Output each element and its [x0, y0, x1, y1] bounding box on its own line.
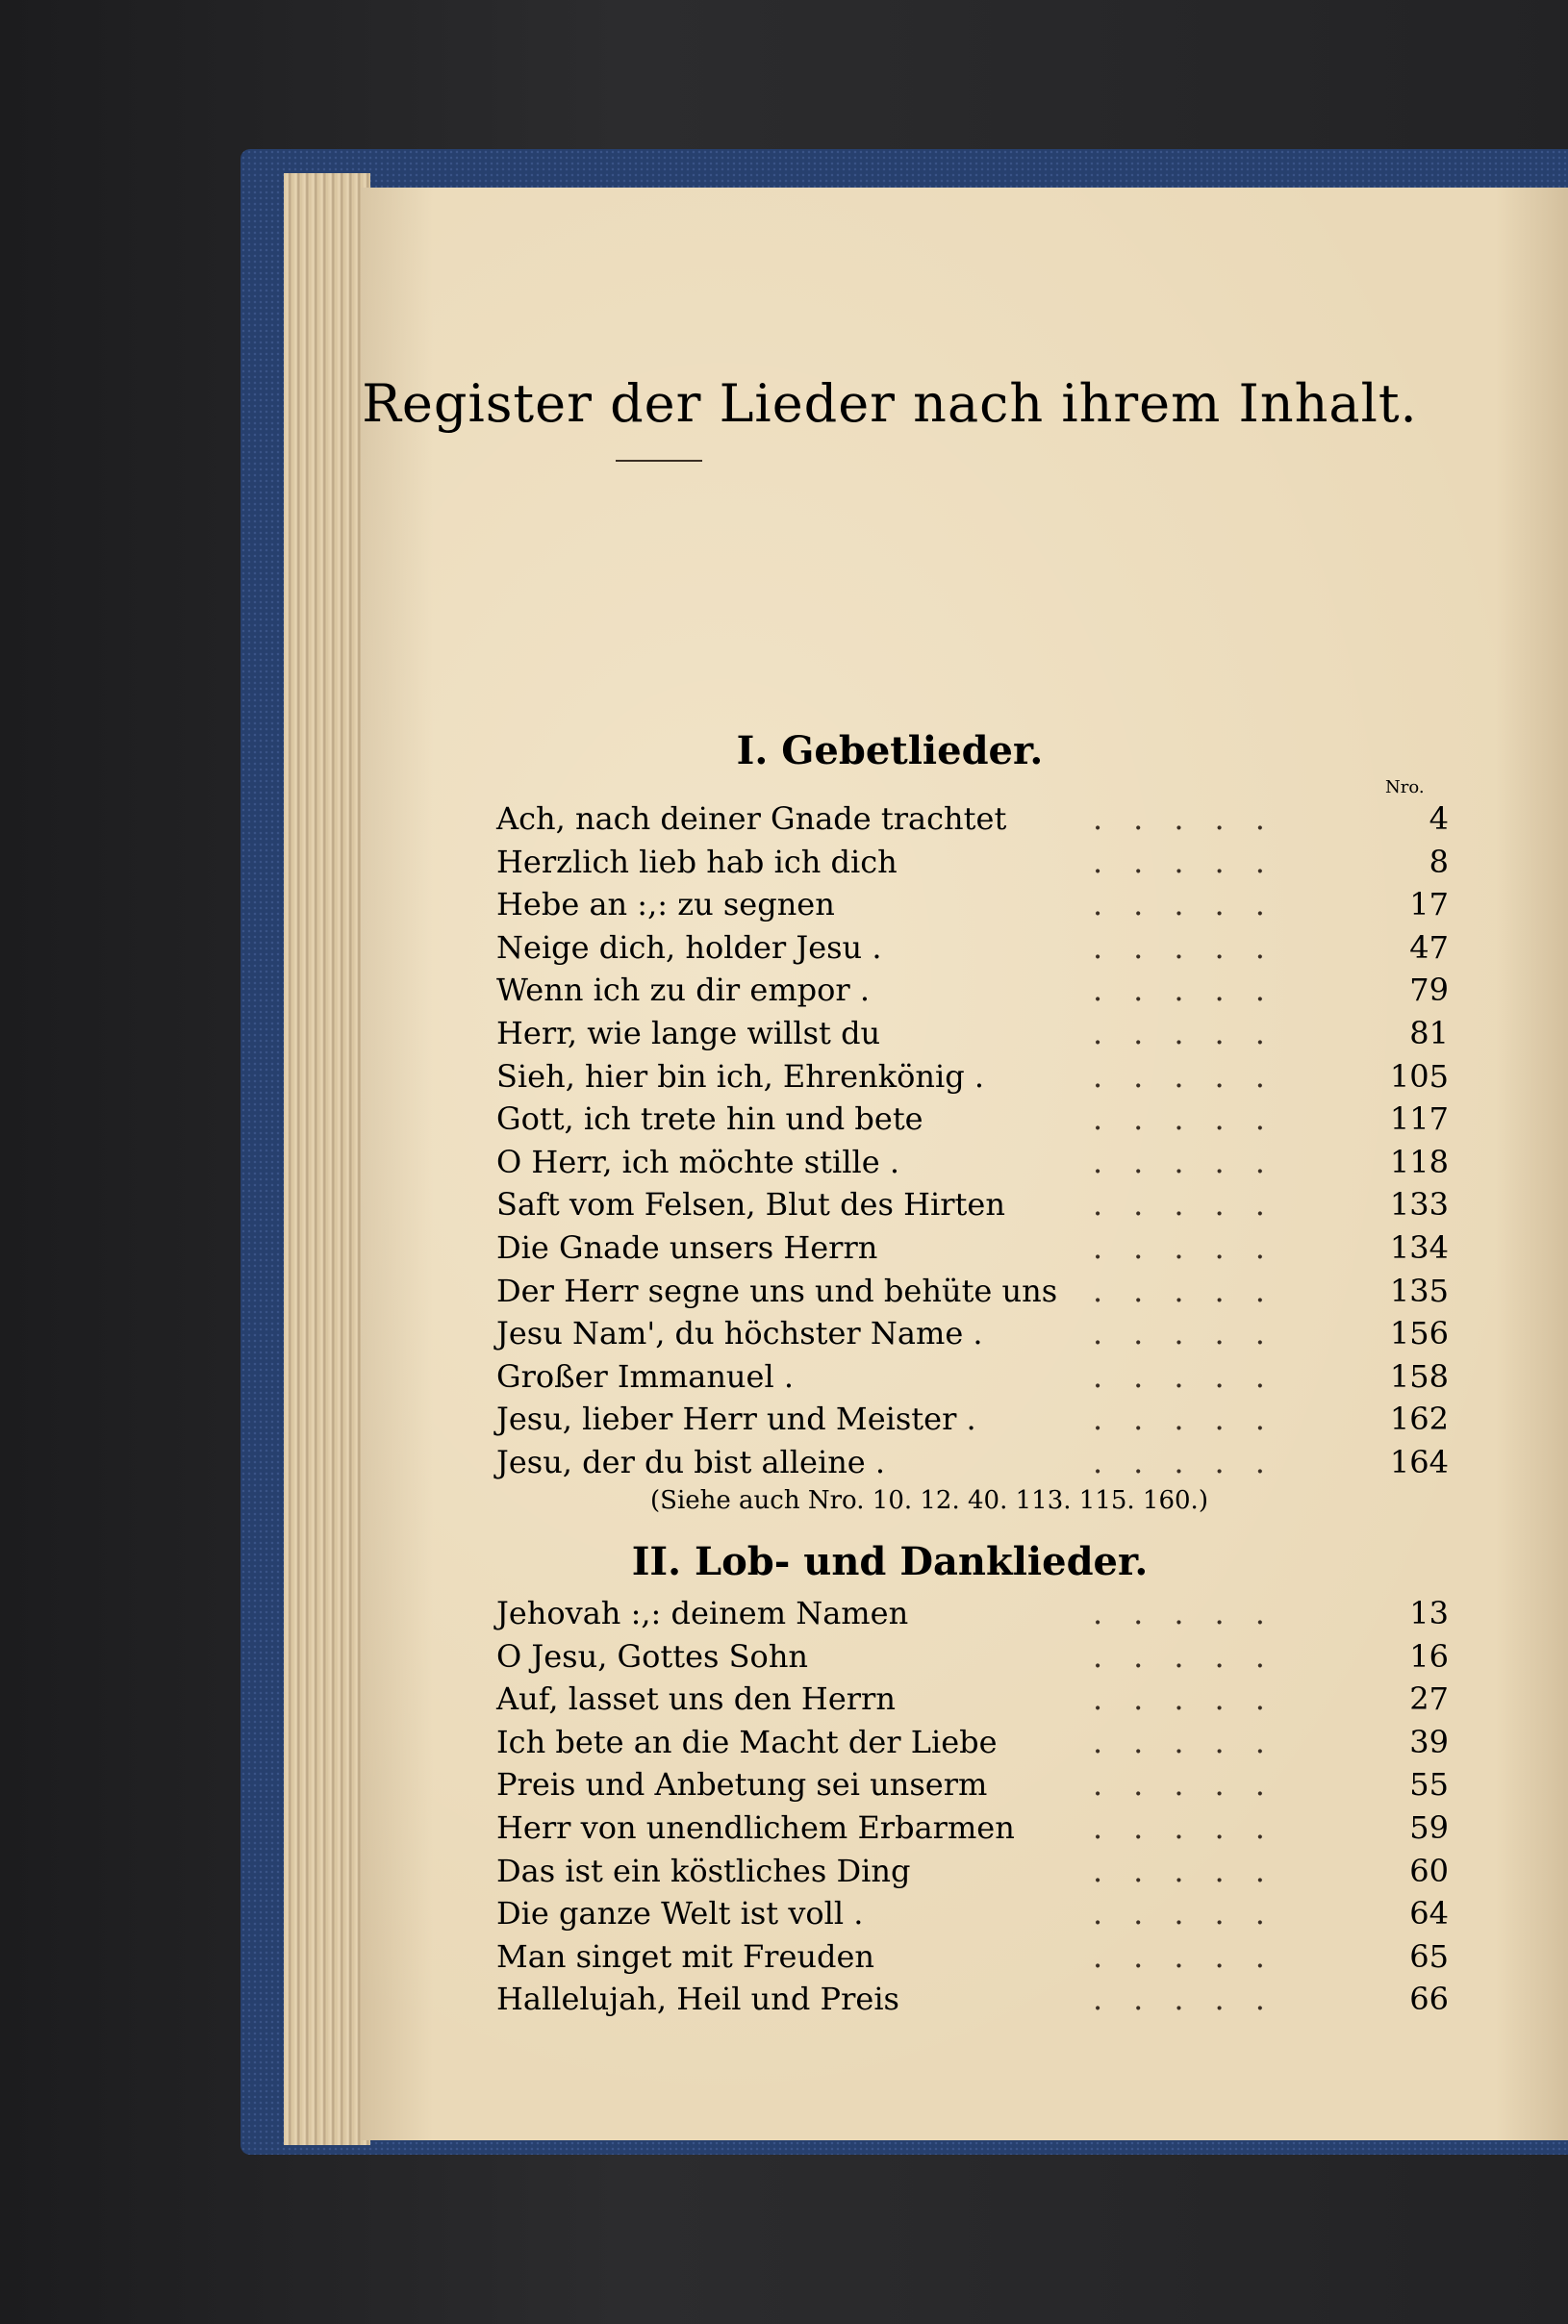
dot-leader: .....	[1093, 1723, 1296, 1760]
song-title: Sieh, hier bin ich, Ehrenkönig .	[496, 1057, 985, 1095]
song-number: 4	[1429, 800, 1449, 837]
page-edges	[284, 173, 370, 2145]
list-item	[496, 1229, 1449, 1268]
song-number: 162	[1389, 1401, 1449, 1438]
song-title: Herr, wie lange willst du	[496, 1015, 881, 1051]
song-number: 117	[1389, 1100, 1449, 1138]
list-item	[496, 1273, 1449, 1311]
dot-leader: .....	[1093, 1057, 1296, 1095]
list-item	[496, 1100, 1449, 1139]
list-item	[496, 1766, 1449, 1805]
list-item	[496, 1853, 1449, 1891]
list-item	[496, 1358, 1449, 1397]
page-title: Register der Lieder nach ihrem Inhalt.	[362, 373, 1418, 434]
dot-leader: .....	[1093, 800, 1296, 837]
song-number: 164	[1389, 1444, 1449, 1480]
dot-leader: .....	[1093, 1937, 1296, 1975]
list-item	[496, 1315, 1449, 1353]
song-title: Die Gnade unsers Herrn	[496, 1229, 878, 1266]
list-item	[496, 1724, 1449, 1762]
song-number: 105	[1389, 1057, 1449, 1095]
song-title: Ich bete an die Macht der Liebe	[496, 1723, 998, 1760]
dot-leader: .....	[1093, 1186, 1296, 1224]
song-title: Die ganze Welt ist voll .	[496, 1895, 864, 1932]
number-column-header: Nro.	[1385, 777, 1425, 797]
song-title: Preis und Anbetung sei unserm	[496, 1766, 988, 1804]
section-note: (Siehe auch Nro. 10. 12. 40. 113. 115. 160.)	[650, 1486, 1208, 1515]
song-title: Wenn ich zu dir empor .	[496, 972, 871, 1009]
dot-leader: .....	[1093, 843, 1296, 880]
list-item	[496, 1144, 1449, 1182]
song-number: 13	[1409, 1595, 1449, 1631]
song-title: Ach, nach deiner Gnade trachtet	[496, 800, 1007, 837]
dot-leader: .....	[1093, 1143, 1296, 1180]
song-number: 135	[1389, 1272, 1449, 1309]
song-number: 27	[1409, 1680, 1449, 1718]
list-item	[496, 886, 1449, 924]
list-item	[496, 1809, 1449, 1848]
song-title: Saft vom Felsen, Blut des Hirten	[496, 1186, 1005, 1224]
song-number: 60	[1409, 1852, 1449, 1889]
dot-leader: .....	[1093, 1852, 1296, 1889]
list-item	[496, 1938, 1449, 1977]
song-number: 79	[1409, 972, 1449, 1009]
song-number: 17	[1409, 886, 1449, 923]
dot-leader: .....	[1093, 1981, 1296, 2018]
song-number: 59	[1409, 1809, 1449, 1846]
dot-leader: .....	[1093, 1895, 1296, 1932]
song-number: 55	[1409, 1766, 1449, 1804]
song-number: 39	[1409, 1723, 1449, 1760]
song-title: Hebe an :,: zu segnen	[496, 886, 835, 923]
song-title: Der Herr segne uns und behüte uns	[496, 1272, 1058, 1309]
song-title: Auf, lasset uns den Herrn	[496, 1680, 896, 1718]
list-item	[496, 1595, 1449, 1633]
dot-leader: .....	[1093, 1637, 1296, 1675]
song-number: 16	[1409, 1637, 1449, 1675]
song-title: Neige dich, holder Jesu .	[496, 928, 882, 966]
list-item	[496, 1444, 1449, 1482]
song-title: Jesu, lieber Herr und Meister .	[496, 1401, 976, 1438]
dot-leader: .....	[1093, 1229, 1296, 1266]
song-title: Jesu, der du bist alleine .	[496, 1444, 886, 1480]
list-item	[496, 1058, 1449, 1097]
song-number: 118	[1389, 1143, 1449, 1180]
list-item	[496, 1015, 1449, 1053]
song-title: Hallelujah, Heil und Preis	[496, 1981, 899, 2018]
song-number: 64	[1409, 1895, 1449, 1932]
list-item	[496, 1981, 1449, 2019]
song-number: 81	[1409, 1015, 1449, 1051]
list-item	[496, 929, 1449, 968]
song-number: 134	[1389, 1229, 1449, 1266]
song-number: 66	[1409, 1981, 1449, 2018]
song-title: Jehovah :,: deinem Namen	[496, 1595, 909, 1631]
title-divider	[616, 460, 702, 462]
dot-leader: .....	[1093, 1272, 1296, 1309]
song-number: 47	[1409, 928, 1449, 966]
list-item	[496, 1186, 1449, 1225]
song-title: Das ist ein köstliches Ding	[496, 1852, 911, 1889]
song-number: 133	[1389, 1186, 1449, 1224]
dot-leader: .....	[1093, 886, 1296, 923]
section-heading-gebetlieder: I. Gebetlieder.	[736, 728, 1044, 773]
dot-leader: .....	[1093, 1357, 1296, 1395]
list-item	[496, 844, 1449, 882]
dot-leader: .....	[1093, 1809, 1296, 1846]
song-title: O Jesu, Gottes Sohn	[496, 1637, 809, 1675]
song-number: 158	[1389, 1357, 1449, 1395]
dot-leader: .....	[1093, 1100, 1296, 1138]
song-title: Großer Immanuel .	[496, 1357, 795, 1395]
section-heading-lob-und-danklieder: II. Lob- und Danklieder.	[631, 1539, 1149, 1584]
dot-leader: .....	[1093, 1595, 1296, 1631]
dot-leader: .....	[1093, 1015, 1296, 1051]
dot-leader: .....	[1093, 1766, 1296, 1804]
list-item	[496, 1401, 1449, 1439]
song-title: Jesu Nam', du höchster Name .	[496, 1315, 983, 1352]
song-title: Gott, ich trete hin und bete	[496, 1100, 923, 1138]
song-title: Herr von unendlichem Erbarmen	[496, 1809, 1015, 1846]
song-title: O Herr, ich möchte stille .	[496, 1143, 899, 1180]
song-number: 65	[1409, 1937, 1449, 1975]
dot-leader: .....	[1093, 1315, 1296, 1352]
dot-leader: .....	[1093, 1444, 1296, 1480]
dot-leader: .....	[1093, 1401, 1296, 1438]
list-item	[496, 800, 1449, 839]
list-item	[496, 972, 1449, 1010]
song-title: Herzlich lieb hab ich dich	[496, 843, 898, 880]
list-item	[496, 1895, 1449, 1933]
dot-leader: .....	[1093, 972, 1296, 1009]
list-item	[496, 1638, 1449, 1677]
list-item	[496, 1680, 1449, 1719]
dot-leader: .....	[1093, 1680, 1296, 1718]
dot-leader: .....	[1093, 928, 1296, 966]
song-number: 156	[1389, 1315, 1449, 1352]
song-title: Man singet mit Freuden	[496, 1937, 875, 1975]
song-number: 8	[1429, 843, 1449, 880]
